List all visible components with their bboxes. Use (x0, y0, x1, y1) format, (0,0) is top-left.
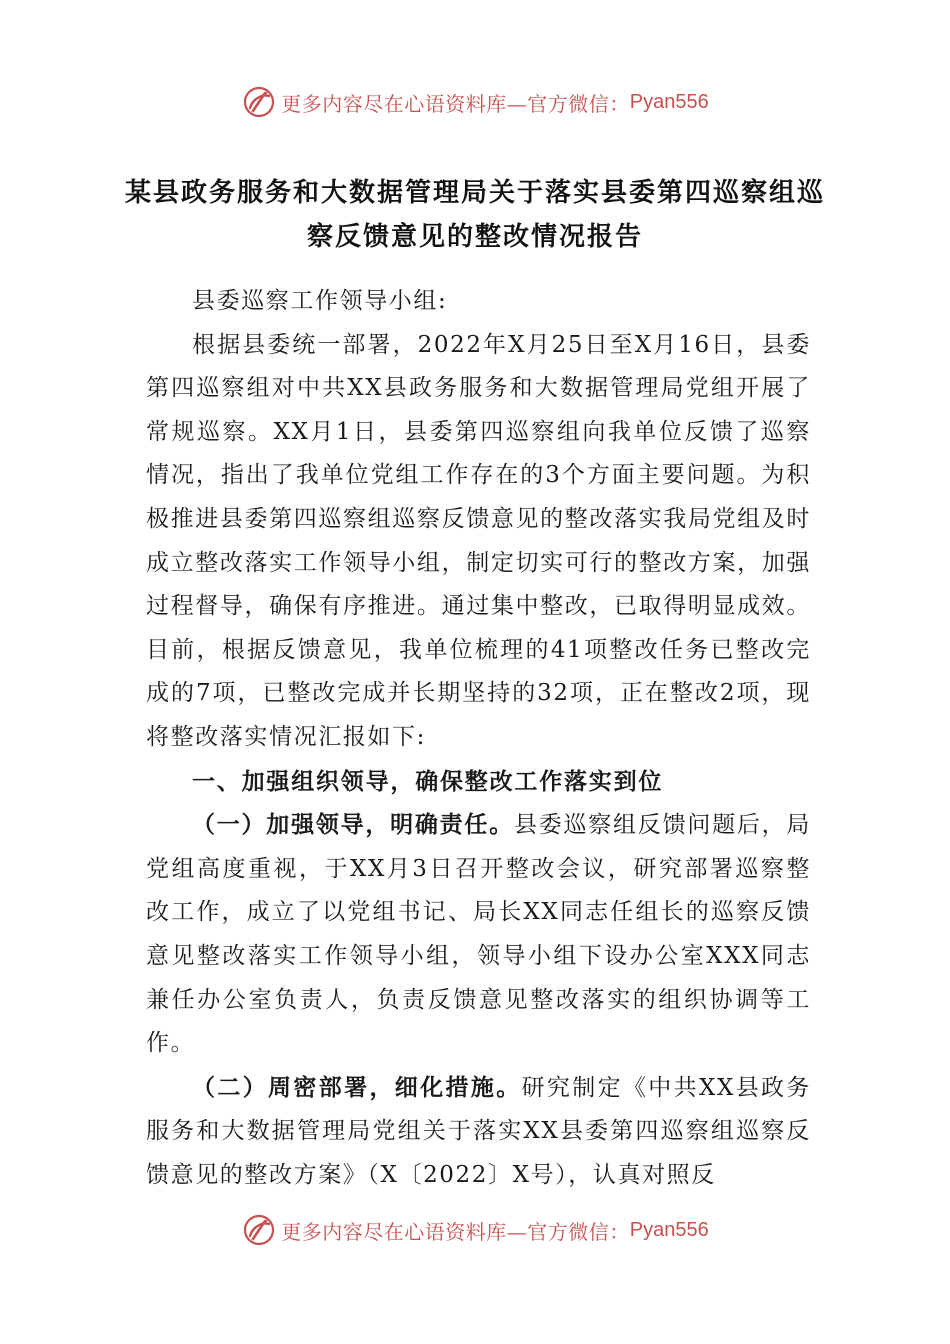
item-1-body: 县委巡察组反馈问题后，局党组高度重视，于XX月3日召开整改会议，研究部署巡察整改工作，成立了以党组书记、局长XX同志任组长的巡察反馈意见整改落实工作领导小组，领导小组下设办公室XXX同志兼任办公室负责人，负责反馈意见整改落实的组织协调等工作。 (146, 812, 811, 1057)
intro-paragraph: 根据县委统一部署，2022年X月25日至X月16日，县委第四巡察组对中共XX县政务服务和大数据管理局党组开展了常规巡察。XX月1日，县委第四巡察组向我单位反馈了巡察情况，指出了我单位党组工作存在的3个方面主要问题。为积极推进县委第四巡察组巡察反馈意见的整改落实我局党组及时成立整改落实工作领导小组，制定切实可行的整改方案，加强过程督导，确保有序推进。通过集中整改，已取得明显成效。目前，根据反馈意见，我单位梳理的41项整改任务已整改完成的7项，已整改完成并长期坚持的32项，正在整改2项，现将整改落实情况汇报如下: (146, 331, 811, 750)
footer-watermark-banner (0, 1210, 950, 1250)
item-2-body: 研究制定《中共XX县政务服务和大数据管理局党组关于落实XX县委第四巡察组巡察反馈意见的整改方案》（X〔2022〕X号），认真对照反 (146, 1074, 811, 1188)
document-title-line-2: 察反馈意见的整改情况报告 (306, 222, 643, 252)
banner-wechat-id: Pyan556 (629, 1218, 709, 1241)
item-2-paragraph (146, 1066, 811, 1198)
banner-text: 更多内容尽在心语资料库—官方微信： (281, 1219, 630, 1244)
item-2-lead: （二）周密部署，细化措施。 (192, 1073, 522, 1101)
header-watermark-banner (0, 82, 950, 122)
pen-swirl-logo-icon (241, 1212, 277, 1248)
item-1-paragraph (146, 803, 811, 1066)
banner-text: 更多内容尽在心语资料库—官方微信： (281, 91, 630, 116)
section-heading-1: 一、加强组织领导，确保整改工作落实到位 (192, 767, 664, 795)
banner-wechat-id: Pyan556 (629, 90, 709, 113)
document-body (146, 280, 811, 1197)
document-title-line-1: 某县政务服务和大数据管理局关于落实县委第四巡察组巡 (124, 178, 825, 208)
salutation: 县委巡察工作领导小组: (192, 288, 448, 314)
pen-swirl-logo-icon (241, 84, 277, 120)
item-1-lead: （一）加强领导，明确责任。 (192, 811, 514, 839)
